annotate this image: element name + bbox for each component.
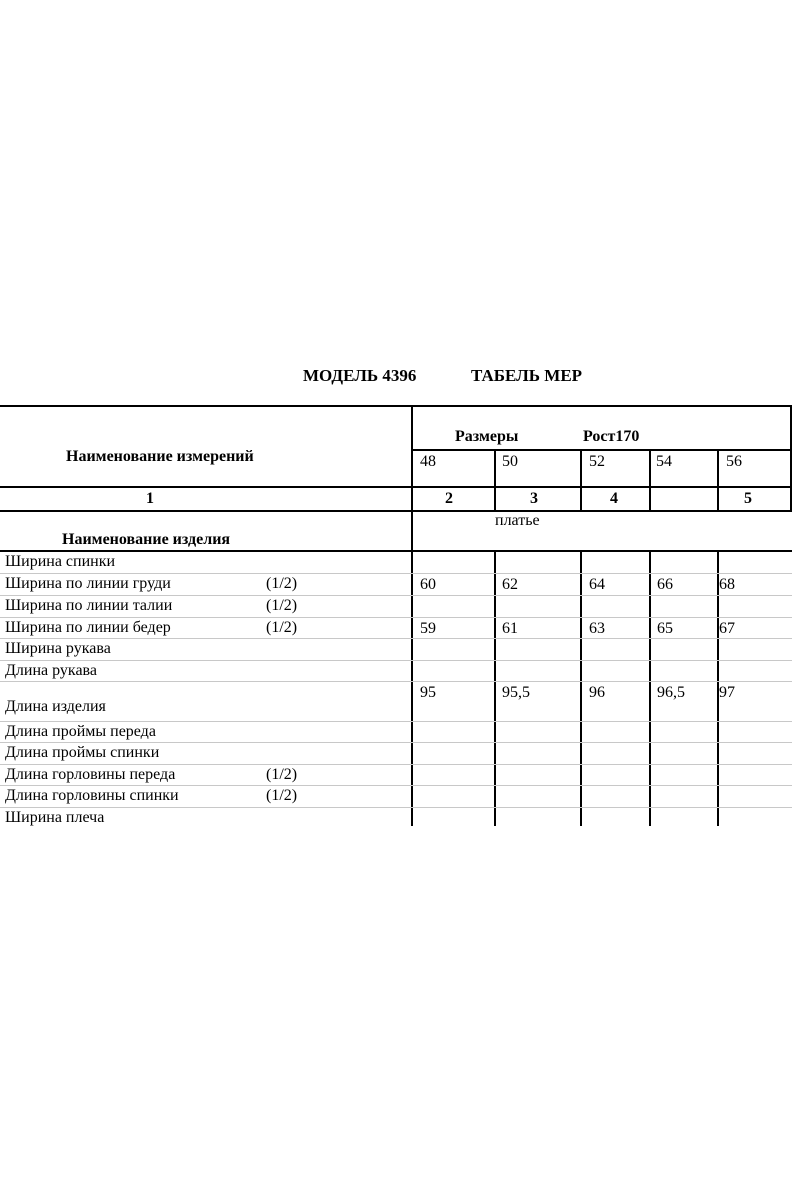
size-column-border-1 [494, 450, 496, 511]
measurement-name: Длина проймы переда [5, 723, 156, 740]
measurement-name: Ширина по линии груди [5, 575, 171, 592]
row-divider [0, 764, 792, 765]
column-number: 2 [445, 490, 453, 507]
measurement-value: 65 [657, 620, 673, 637]
measurement-name: Длина рукава [5, 662, 97, 679]
measurement-name: Длина горловины спинки [5, 787, 179, 804]
row-divider [0, 595, 792, 596]
size-header: 50 [502, 453, 518, 470]
measurement-name: Ширина по линии бедер [5, 619, 171, 636]
size-header: 48 [420, 453, 436, 470]
model-title: МОДЕЛЬ 4396 [303, 366, 417, 385]
measurement-name: Ширина по линии талии [5, 597, 173, 614]
measure-header: Наименование измерений [66, 448, 254, 465]
measure-column-border [411, 405, 413, 826]
measurement-value: 96 [589, 684, 605, 701]
size-header: 56 [726, 453, 742, 470]
sizes-header-border [412, 449, 792, 451]
column-numbers-bottom-border [0, 510, 792, 512]
measurement-name: Длина проймы спинки [5, 744, 160, 761]
size-column-border-4 [717, 450, 719, 511]
column-numbers-top-border [0, 486, 792, 488]
measurement-note: (1/2) [266, 766, 298, 783]
measurement-value: 97 [719, 684, 735, 701]
product-name: платье [495, 512, 540, 529]
row-divider [0, 573, 792, 574]
measurement-name: Ширина плеча [5, 809, 105, 826]
size-column-border-3 [649, 450, 651, 511]
product-header: Наименование изделия [62, 531, 231, 548]
measurement-note: (1/2) [266, 575, 298, 592]
measurement-value: 96,5 [657, 684, 685, 701]
measurement-note: (1/2) [266, 619, 298, 636]
table-right-border [790, 405, 792, 511]
height-label: Рост170 [583, 428, 640, 445]
column-number: 4 [610, 490, 618, 507]
measurement-note: (1/2) [266, 787, 298, 804]
measurement-value: 95 [420, 684, 436, 701]
table-title: ТАБЕЛЬ МЕР [471, 366, 583, 385]
row-divider [0, 785, 792, 786]
table-top-border [0, 405, 792, 407]
measurement-value: 67 [719, 620, 735, 637]
row-divider [0, 681, 792, 682]
measurement-value: 64 [589, 576, 605, 593]
measurement-name: Длина горловины переда [5, 766, 176, 783]
measurement-note: (1/2) [266, 597, 298, 614]
row-divider [0, 638, 792, 639]
row-divider [0, 617, 792, 618]
measurement-value: 68 [719, 576, 735, 593]
measurement-value: 61 [502, 620, 518, 637]
measurement-value: 62 [502, 576, 518, 593]
measurement-value: 63 [589, 620, 605, 637]
measurement-name: Ширина рукава [5, 640, 111, 657]
row-divider [0, 742, 792, 743]
row-divider [0, 807, 792, 808]
column-number: 5 [744, 490, 752, 507]
size-header: 52 [589, 453, 605, 470]
measurement-value: 59 [420, 620, 436, 637]
column-number: 3 [530, 490, 538, 507]
measurement-value: 60 [420, 576, 436, 593]
measurement-value: 66 [657, 576, 673, 593]
measurement-value: 95,5 [502, 684, 530, 701]
product-row-border [0, 550, 792, 552]
column-number: 1 [146, 490, 154, 507]
row-divider [0, 721, 792, 722]
row-divider [0, 660, 792, 661]
size-header: 54 [656, 453, 672, 470]
sizes-label: Размеры [455, 428, 519, 445]
measurement-name: Ширина спинки [5, 553, 116, 570]
size-column-border-2 [580, 450, 582, 511]
measurement-name: Длина изделия [5, 698, 106, 715]
